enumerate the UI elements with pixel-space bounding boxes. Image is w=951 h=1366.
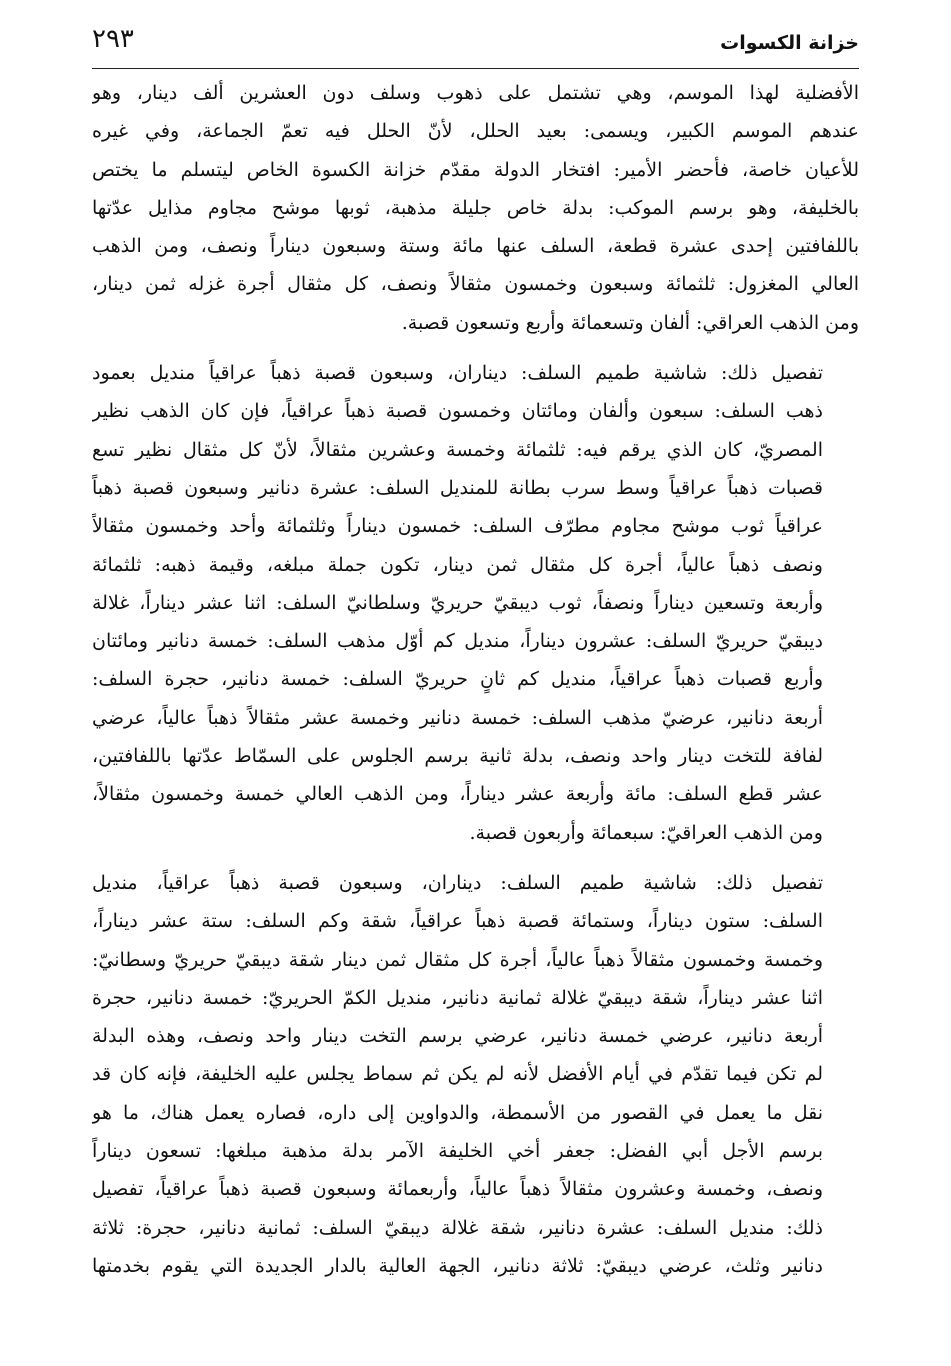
header-rule [92,68,859,69]
text-line: ذهب السلف: سبعون وألفان ومائتان وخمسون قصبة ذهباً عراقياً، فإن كان الذهب نظير [92,400,823,423]
text-line: ونصف ذهباً عالياً، أجرة كل مثقال ثمن دينار، تكون جملة مبلغه، وقيمة ذهبه: ثلثمائة [92,553,823,576]
text-line: باللفافتين إحدى عشرة قطعة، السلف عنها مائة وستة وسبعون ديناراً ونصف، ومن الذهب [92,235,859,258]
text-line: وخمسة وخمسون مثقالاً ذهباً عالياً، أجرة كل مثقال ثمن دينار شقة ديبقيّ حريريّ وسطانيّ: [92,948,823,971]
text-line: الأفضلية لهذا الموسم، وهي تشتمل على ذهوب وسلف دون العشرين ألف دينار، وهو [92,82,859,104]
text-line: العالي المغزول: ثلثمائة وسبعون وخمسون مثقالاً ونصف، كل مثقال أجرة غزله ثمن دينار، [92,273,859,296]
text-line: للأعيان خاصة، فأحضر الأمير: افتخار الدولة مقدّم خزانة الكسوة الخاص ليتسلم ما يختص [92,158,859,181]
text-line: ذلك: منديل السلف: عشرة دنانير، شقة غلالة ديبقيّ السلف: ثمانية دنانير، حجرة: ثلاثة [92,1216,823,1239]
text-line: لم تكن فيما تقدّم في أيام الأفضل لأنه لم يكن ثم سماط يجلس عليه الخليفة، فإنه كان قد [92,1063,823,1086]
text-line: بالخليفة، وهو برسم الموكب: بدلة خاص جليلة مذهبة، ثوبها موشح مجاوم مذايل عدّتها [92,196,859,219]
text-line: تفصيل ذلك: شاشية طميم السلف: ديناران، وسبعون قصبة ذهباً عراقياً منديل بعمود [92,362,823,385]
text-line: ديبقيّ حريريّ السلف: عشرون ديناراً، منديل كم أوّل مذهب السلف: خمسة دنانير ومائتان [92,630,823,653]
text-line: عراقياً ثوب موشح مجاوم مطرّف السلف: خمسون ديناراً وثلثمائة وأحد وخمسون مثقالاً [92,515,823,538]
text-line: أربعة دنانير، عرضيّ مذهب السلف: خمسة دنانير وخمسة عشر مثقالاً ذهباً عالياً، عرضي [92,706,823,729]
text-line: نقل ما يعمل في القصور من الأسمطة، والدواوين إلى داره، فصاره يعمل هناك، ما هو [92,1101,823,1124]
paragraph-3 [92,864,859,1285]
text-body [92,74,859,1285]
text-line: عشر قطع السلف: مائة وأربعة عشر ديناراً، ومن الذهب العالي خمسة وخمسون مثقالاً، [92,783,823,806]
text-line: اثنا عشر ديناراً، شقة ديبقيّ غلالة ثمانية دنانير، منديل الكمّ الحريريّ: خمسة دنانير، حجرة [92,986,823,1009]
text-line: ومن الذهب العراقي: ألفان وتسعمائة وأربع وتسعون قصبة. [401,311,859,334]
text-line: المصريّ، كان الذي يرقم فيه: ثلثمائة وخمسة وعشرين مثقالاً، لأنّ كل مثقال نظير تسع [92,438,823,461]
running-header [92,22,859,62]
text-line: ونصف، وخمسة وعشرون مثقالاً ذهباً عالياً، وأربعمائة وسبعون قصبة ذهباً عراقياً، تفصيل [92,1178,823,1201]
text-line: قصبات ذهباً عراقياً وسط سرب بطانة للمنديل السلف: عشرة دنانير وسبعون قصبة ذهباً [92,476,823,499]
text-line: وأربعة وتسعين ديناراً ونصفاً، ثوب ديبقيّ حريريّ وسلطانيّ السلف: اثنا عشر ديناراً، غلالة [92,591,823,614]
running-title: خزانة الكسوات [720,32,859,54]
text-line: السلف: ستون ديناراً، وستمائة قصبة ذهباً عراقياً، شقة وكم السلف: ستة عشر ديناراً، [92,910,823,933]
paragraph-2 [92,354,859,852]
text-line: تفصيل ذلك: شاشية طميم السلف: ديناران، وسبعون قصبة ذهباً عراقياً، منديل [92,871,823,894]
text-line: أربعة دنانير، عرضي خمسة دنانير، عرضي برسم التخت دينار واحد ونصف، وهذه البدلة [92,1025,823,1048]
text-line: لفافة للتخت دينار واحد ونصف، بدلة ثانية برسم الجلوس على السمّاط عدّتها باللفافتين، [92,745,823,768]
text-line: عندهم الموسم الكبير، ويسمى: بعيد الحلل، لأنّ الحلل فيه تعمّ الجماعة، وفي غيره [92,120,859,143]
text-line: ومن الذهب العراقيّ: سبعمائة وأربعون قصبة. [469,821,823,844]
page-number: ٢٩٣ [92,24,134,54]
paragraph-1 [92,74,859,342]
text-line: برسم الأجل أبي الفضل: جعفر أخي الخليفة الآمر بدلة مذهبة مبلغها: تسعون ديناراً [92,1140,823,1163]
text-line: وأربع قصبات ذهباً عراقياً، منديل كم ثانٍ حريريّ السلف: خمسة دنانير، حجرة السلف: [92,668,823,691]
text-line: دنانير وثلث، عرضي ديبقيّ: ثلاثة دنانير، الجهة العالية بالدار الجديدة التي يقوم بخدمتها [92,1254,823,1277]
